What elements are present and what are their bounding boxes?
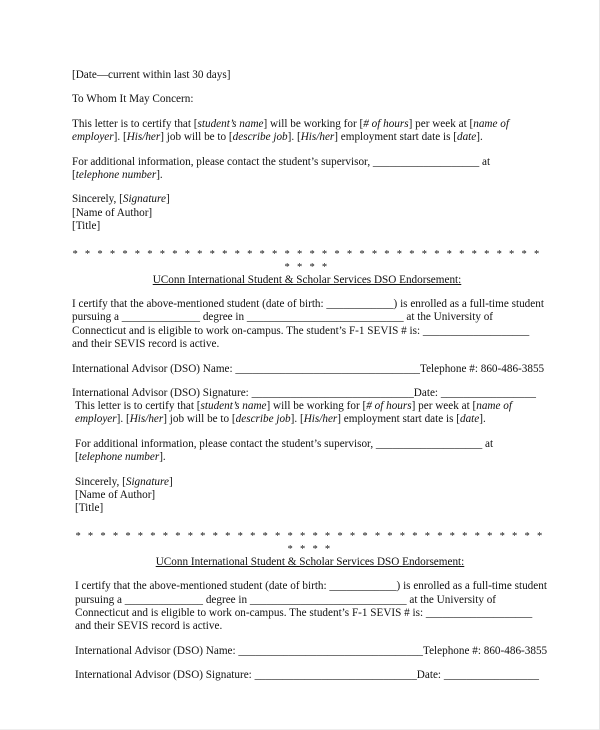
endorsement-line-2: pursuing a ______________ degree in ____________________________ at the University of [75,593,497,606]
letter-block-2 [75,400,548,683]
endorsement-line-3: Connecticut and is eligible to work on-campus. The student’s F-1 SEVIS # is: ___________________ [72,324,530,337]
letter-block-1 [72,69,545,401]
contact-paragraph: For additional information, please contact the student’s supervisor, ___________________ at [telephone number]. [72,155,491,182]
endorsement-line-1: I certify that the above-mentioned student (date of birth: ____________) is enrolled as a full-time student [72,298,544,311]
divider-stars: * * * * * * * * * * * * * * * * * * * * * * * * * * * * * * * * * * * * * * * * * * [75,530,545,555]
certification-paragraph: This letter is to certify that [student’s name] will be working for [# of hours] per week at [name of employer]. [His/her] job will be to [describe job]. [His/her] employment start date is [date]. [75,400,512,426]
endorsement-line-3: Connecticut and is eligible to work on-campus. The student’s F-1 SEVIS # is: ___________________ [75,607,533,620]
endorsement-line-4: and their SEVIS record is active. [75,620,223,633]
author-name: [Name of Author] [75,489,156,502]
salutation: To Whom It May Concern: [72,93,194,106]
advisor-name-line: International Advisor (DSO) Name: _________________________________Telephone #: 860-486-3855 [75,644,548,657]
date-line: [Date—current within last 30 days] [72,69,231,81]
contact-paragraph: For additional information, please contact the student’s supervisor, ___________________ at [telephone number]. [75,437,494,464]
closing: Sincerely, [Signature] [75,475,173,488]
certification-paragraph: This letter is to certify that [student’s name] will be working for [# of hours] per week at [name of employer]. [His/her] job will be to [describe job]. [His/her] employment start date is [date]. [72,117,509,144]
advisor-signature-line: International Advisor (DSO) Signature: _____________________________Date: _________________ [75,669,539,682]
author-title: [Title] [72,220,101,233]
author-title: [Title] [75,502,104,515]
author-name: [Name of Author] [72,206,153,219]
endorsement-line-4: and their SEVIS record is active. [72,338,220,351]
advisor-signature-line: International Advisor (DSO) Signature: _____________________________Date: _________________ [72,387,536,400]
endorsement-heading: UConn International Student & Scholar Services DSO Endorsement: [155,555,465,568]
endorsement-line-1: I certify that the above-mentioned student (date of birth: ____________) is enrolled as a full-time student [75,580,547,593]
divider-stars: * * * * * * * * * * * * * * * * * * * * * * * * * * * * * * * * * * * * * * * * * * [72,248,542,273]
endorsement-line-2: pursuing a ______________ degree in ____________________________ at the University of [72,311,494,324]
endorsement-heading: UConn International Student & Scholar Services DSO Endorsement: [152,273,462,286]
advisor-name-line: International Advisor (DSO) Name: _________________________________Telephone #: 860-486-3855 [72,362,545,375]
closing: Sincerely, [Signature] [72,193,170,206]
